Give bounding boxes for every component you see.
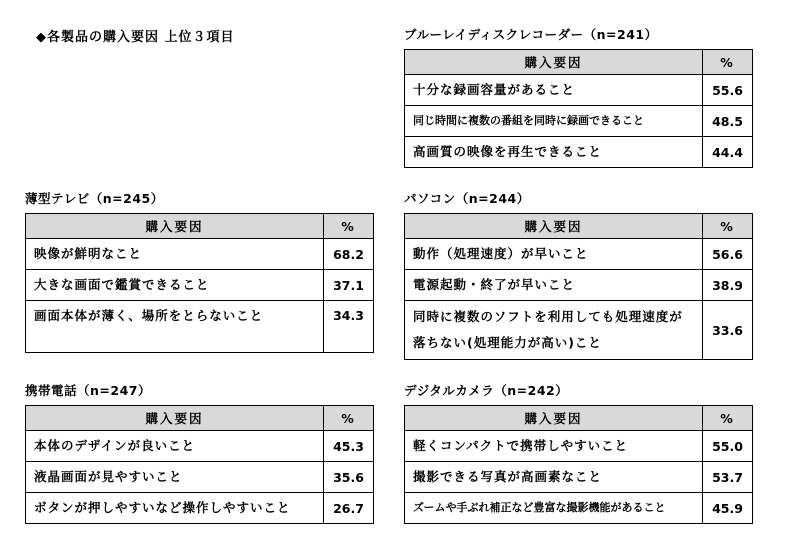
percent-cell: 38.9 xyxy=(703,270,753,301)
column-header-percent: % xyxy=(324,406,374,431)
purchase-factor-table xyxy=(404,213,753,360)
table-row xyxy=(405,301,753,360)
percent-cell: 45.3 xyxy=(324,431,374,462)
purchase-factor-table xyxy=(404,49,753,168)
table-row xyxy=(405,431,753,462)
factor-cell: ボタンが押しやすいなど操作しやすいこと xyxy=(26,493,324,524)
factor-cell: 同時に複数のソフトを利用しても処理速度が落ちない(処理能力が高い)こと xyxy=(405,301,703,360)
table-row xyxy=(405,270,753,301)
factor-cell: ズームや手ぶれ補正など豊富な撮影機能があること xyxy=(405,493,703,524)
factor-cell: 映像が鮮明なこと xyxy=(26,239,324,270)
section-title: ブルーレイディスクレコーダー（n=241） xyxy=(404,27,658,42)
factor-cell: 液晶画面が見やすいこと xyxy=(26,462,324,493)
table-row xyxy=(26,431,374,462)
purchase-factor-table xyxy=(25,213,374,353)
table-row xyxy=(405,137,753,168)
factor-cell: 十分な録画容量があること xyxy=(405,75,703,106)
factor-cell: 撮影できる写真が高画素なこと xyxy=(405,462,703,493)
percent-cell: 33.6 xyxy=(703,301,753,360)
percent-cell: 45.9 xyxy=(703,493,753,524)
column-header-percent: % xyxy=(703,406,753,431)
table-row xyxy=(26,462,374,493)
section-mobile-phone xyxy=(25,382,373,524)
table-header-row xyxy=(405,214,753,239)
table-header-row xyxy=(26,214,374,239)
table-header-row xyxy=(405,406,753,431)
factor-cell: 画面本体が薄く、場所をとらないこと xyxy=(26,301,324,353)
factor-cell: 電源起動・終了が早いこと xyxy=(405,270,703,301)
factor-cell: 本体のデザインが良いこと xyxy=(26,431,324,462)
column-header-factor: 購入要因 xyxy=(26,214,324,239)
percent-cell: 44.4 xyxy=(703,137,753,168)
table-row xyxy=(26,270,374,301)
column-header-factor: 購入要因 xyxy=(26,406,324,431)
percent-cell: 34.3 xyxy=(324,301,374,353)
section-flat-tv xyxy=(25,190,373,353)
column-header-factor: 購入要因 xyxy=(405,50,703,75)
section-title: パソコン（n=244） xyxy=(404,191,530,206)
section-pc xyxy=(404,190,752,360)
factor-cell: 同じ時間に複数の番組を同時に録画できること xyxy=(405,106,703,137)
percent-cell: 55.6 xyxy=(703,75,753,106)
section-title: 薄型テレビ（n=245） xyxy=(25,191,164,206)
percent-cell: 26.7 xyxy=(324,493,374,524)
purchase-factor-table xyxy=(25,405,374,524)
table-row xyxy=(405,462,753,493)
column-header-factor: 購入要因 xyxy=(405,214,703,239)
section-title: デジタルカメラ（n=242） xyxy=(404,383,569,398)
percent-cell: 37.1 xyxy=(324,270,374,301)
table-row xyxy=(405,106,753,137)
percent-cell: 55.0 xyxy=(703,431,753,462)
section-digital-camera xyxy=(404,382,752,524)
column-header-factor: 購入要因 xyxy=(405,406,703,431)
percent-cell: 53.7 xyxy=(703,462,753,493)
table-row xyxy=(405,75,753,106)
column-header-percent: % xyxy=(324,214,374,239)
page-title: ◆各製品の購入要因 上位３項目 xyxy=(36,30,235,45)
column-header-percent: % xyxy=(703,50,753,75)
table-row xyxy=(26,493,374,524)
purchase-factor-table xyxy=(404,405,753,524)
percent-cell: 35.6 xyxy=(324,462,374,493)
table-row xyxy=(26,239,374,270)
section-bluray-recorder xyxy=(404,26,752,168)
table-row xyxy=(26,301,374,353)
percent-cell: 56.6 xyxy=(703,239,753,270)
table-row xyxy=(405,493,753,524)
table-header-row xyxy=(26,406,374,431)
table-row xyxy=(405,239,753,270)
factor-cell: 高画質の映像を再生できること xyxy=(405,137,703,168)
percent-cell: 68.2 xyxy=(324,239,374,270)
factor-cell: 軽くコンパクトで携帯しやすいこと xyxy=(405,431,703,462)
column-header-percent: % xyxy=(703,214,753,239)
factor-cell: 動作（処理速度）が早いこと xyxy=(405,239,703,270)
table-header-row xyxy=(405,50,753,75)
factor-cell: 大きな画面で鑑賞できること xyxy=(26,270,324,301)
percent-cell: 48.5 xyxy=(703,106,753,137)
section-title: 携帯電話（n=247） xyxy=(25,383,151,398)
